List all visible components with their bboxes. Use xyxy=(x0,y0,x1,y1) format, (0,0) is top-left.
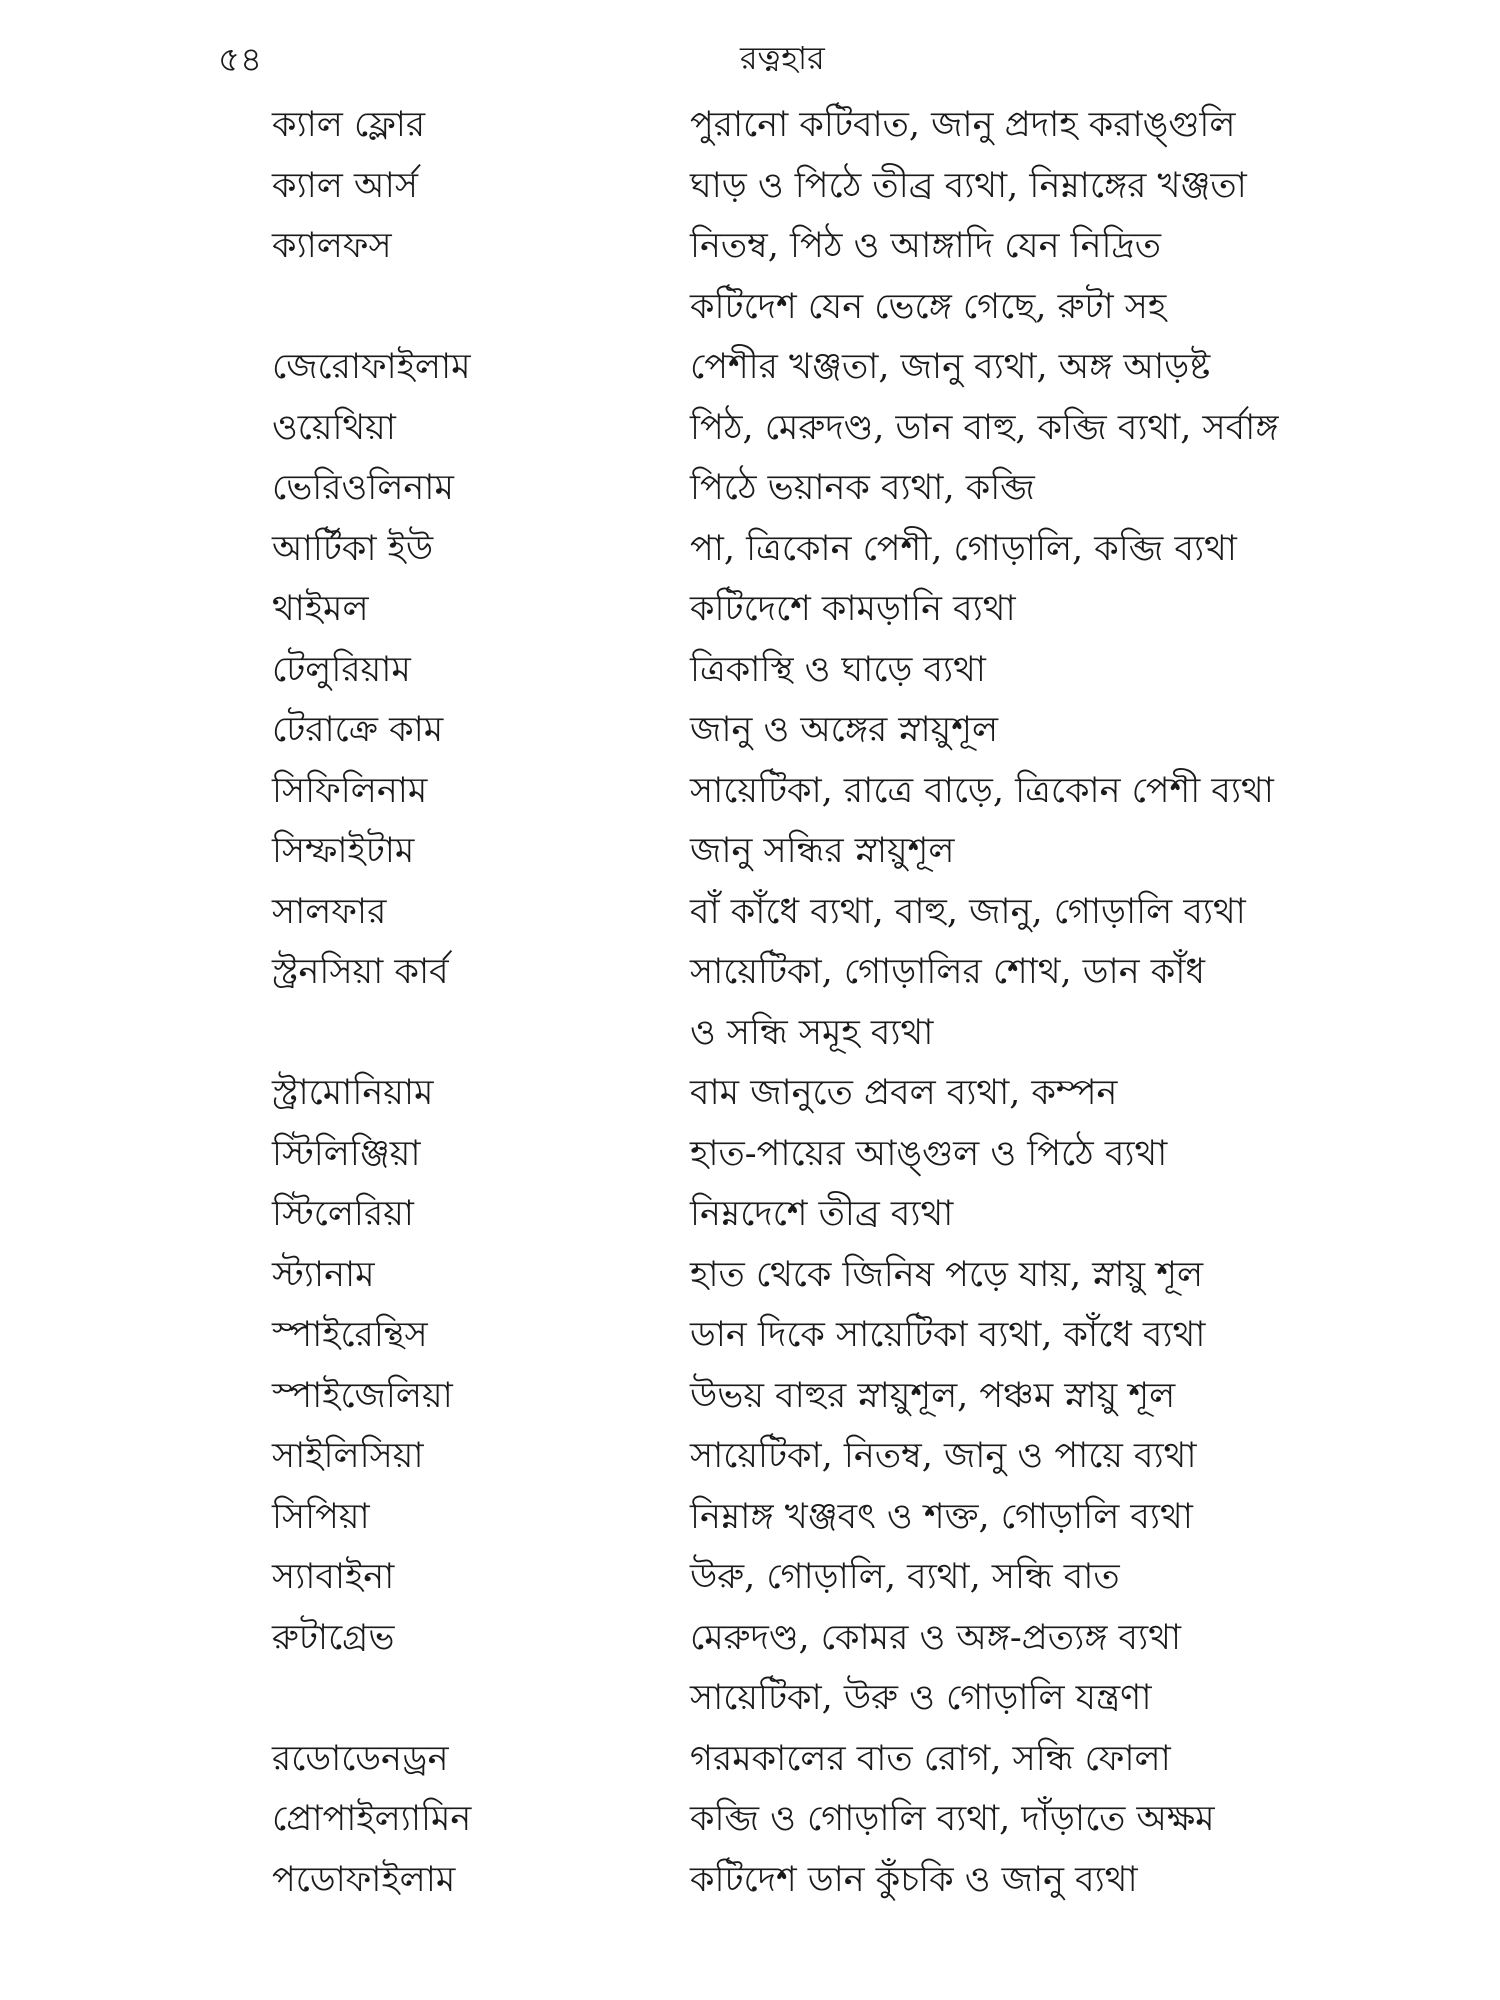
remedy-name: ক্যাল ফ্লোর xyxy=(272,105,426,145)
remedy-description: পুরানো কটিবাত, জানু প্রদাহ করাঙ্গুলি xyxy=(690,105,1236,145)
list-item xyxy=(0,95,1500,155)
remedy-name: স্ট্রামোনিয়াম xyxy=(272,1073,434,1113)
remedy-name: ক্যাল আর্স xyxy=(272,165,418,206)
list-item xyxy=(0,1305,1500,1365)
list-item xyxy=(0,1608,1500,1668)
remedy-description: জানু সন্ধির স্নায়ুশূল xyxy=(690,831,955,871)
list-item xyxy=(0,1184,1500,1244)
remedy-name: সিফিলিনাম xyxy=(272,770,428,811)
remedy-name: সিম্ফাইটাম xyxy=(272,831,415,871)
remedy-name: স্পাইরেন্থিস xyxy=(272,1315,428,1355)
remedy-name: পডোফাইলাম xyxy=(272,1859,456,1900)
remedy-name: সিপিয়া xyxy=(272,1496,370,1537)
remedy-description: ত্রিকাস্থি ও ঘাড়ে ব্যথা xyxy=(690,649,986,690)
list-item xyxy=(0,1245,1500,1305)
remedy-name: টেরাক্রে কাম xyxy=(272,710,444,750)
list-item xyxy=(0,1547,1500,1607)
remedy-name: জেরোফাইলাম xyxy=(272,347,471,387)
remedy-description: ঘাড় ও পিঠে তীব্র ব্যথা, নিম্নাঙ্গের খঞ্জতা xyxy=(690,165,1247,206)
remedy-description: কটিদেশ যেন ভেঙ্গে গেছে, রুটা সহ xyxy=(690,286,1167,327)
remedy-description: উভয় বাহুর স্নায়ুশূল, পঞ্চম স্নায়ু শূল xyxy=(690,1375,1176,1416)
list-item xyxy=(0,882,1500,942)
remedy-description: মেরুদণ্ড, কোমর ও অঙ্গ-প্রত্যঙ্গ ব্যথা xyxy=(690,1617,1182,1658)
list-item xyxy=(0,1850,1500,1910)
remedy-name: স্টিলেরিয়া xyxy=(272,1194,414,1234)
list-item xyxy=(0,216,1500,276)
remedy-name: টেলুরিয়াম xyxy=(272,649,411,690)
list-item xyxy=(0,1124,1500,1184)
remedy-description: বাঁ কাঁধে ব্যথা, বাহু, জানু, গোড়ালি ব্যথা xyxy=(690,891,1246,932)
list-item xyxy=(0,337,1500,397)
remedy-description: নিতম্ব, পিঠ ও আঙ্গাদি যেন নিদ্রিত xyxy=(690,226,1162,266)
remedy-name: সালফার xyxy=(272,891,387,932)
remedy-description: কব্জি ও গোড়ালি ব্যথা, দাঁড়াতে অক্ষম xyxy=(690,1799,1215,1839)
remedy-description: নিম্নদেশে তীব্র ব্যথা xyxy=(690,1194,954,1234)
remedy-description: পা, ত্রিকোন পেশী, গোড়ালি, কব্জি ব্যথা xyxy=(690,528,1237,569)
list-item xyxy=(0,942,1500,1002)
remedy-name: স্পাইজেলিয়া xyxy=(272,1375,453,1416)
remedy-name: স্যাবাইনা xyxy=(272,1557,395,1597)
remedy-description: ডান দিকে সায়েটিকা ব্যথা, কাঁধে ব্যথা xyxy=(690,1315,1206,1355)
remedy-description: হাত-পায়ের আঙ্গুল ও পিঠে ব্যথা xyxy=(690,1133,1168,1174)
remedy-description: কটিদেশে কামড়ানি ব্যথা xyxy=(690,589,1016,629)
remedy-name: স্ট্যানাম xyxy=(272,1254,375,1295)
running-title: রত্নহার xyxy=(740,39,825,77)
remedy-description: জানু ও অঙ্গের স্নায়ুশূল xyxy=(690,710,999,750)
remedy-name: স্টিলিঞ্জিয়া xyxy=(272,1133,421,1174)
remedy-name: রডোডেনড্রন xyxy=(272,1738,449,1779)
list-item xyxy=(0,156,1500,216)
remedy-name: ভেরিওলিনাম xyxy=(272,468,454,508)
list-item xyxy=(0,1063,1500,1123)
list-item xyxy=(0,398,1500,458)
remedy-name: সাইলিসিয়া xyxy=(272,1436,424,1476)
list-item xyxy=(0,1668,1500,1728)
list-item xyxy=(0,761,1500,821)
list-item xyxy=(0,1366,1500,1426)
remedy-name: স্ট্রনসিয়া কার্ব xyxy=(272,952,449,992)
remedy-name: প্রোপাইল্যামিন xyxy=(272,1799,472,1839)
list-item xyxy=(0,640,1500,700)
list-item xyxy=(0,579,1500,639)
list-item xyxy=(0,519,1500,579)
remedy-description: উরু, গোড়ালি, ব্যথা, সন্ধি বাত xyxy=(690,1557,1120,1597)
remedy-name: থাইমল xyxy=(272,589,369,629)
remedy-description: বাম জানুতে প্রবল ব্যথা, কম্পন xyxy=(690,1073,1118,1113)
list-item xyxy=(0,1487,1500,1547)
remedy-name: আর্টিকা ইউ xyxy=(272,528,434,569)
list-item xyxy=(0,700,1500,760)
list-item xyxy=(0,1789,1500,1849)
remedy-name: ক্যালফস xyxy=(272,226,392,266)
remedy-description: নিম্নাঙ্গ খঞ্জবৎ ও শক্ত, গোড়ালি ব্যথা xyxy=(690,1496,1193,1537)
remedy-description: কটিদেশ ডান কুঁচকি ও জানু ব্যথা xyxy=(690,1859,1138,1900)
list-item xyxy=(0,1729,1500,1789)
remedy-description: সায়েটিকা, নিতম্ব, জানু ও পায়ে ব্যথা xyxy=(690,1436,1197,1476)
list-item xyxy=(0,277,1500,337)
remedy-description: পিঠ, মেরুদণ্ড, ডান বাহু, কব্জি ব্যথা, সর্বাঙ্গ xyxy=(690,407,1279,448)
remedy-name: রুটাগ্রেভ xyxy=(272,1617,395,1658)
remedy-name: ওয়েথিয়া xyxy=(272,407,396,448)
remedy-description: সায়েটিকা, গোড়ালির শোথ, ডান কাঁধ xyxy=(690,952,1205,992)
list-item xyxy=(0,1003,1500,1063)
remedy-description: ও সন্ধি সমূহ ব্যথা xyxy=(690,1012,934,1053)
remedy-description: পিঠে ভয়ানক ব্যথা, কব্জি xyxy=(690,468,1035,508)
page-number: ৫৪ xyxy=(218,40,263,80)
remedy-description: হাত থেকে জিনিষ পড়ে যায়, স্নায়ু শূল xyxy=(690,1254,1204,1295)
remedy-description: গরমকালের বাত রোগ, সন্ধি ফোলা xyxy=(690,1738,1171,1779)
remedy-description: পেশীর খঞ্জতা, জানু ব্যথা, অঙ্গ আড়ষ্ট xyxy=(690,347,1211,387)
remedy-description: সায়েটিকা, রাত্রে বাড়ে, ত্রিকোন পেশী ব্যথা xyxy=(690,770,1274,811)
list-item xyxy=(0,458,1500,518)
remedy-description: সায়েটিকা, উরু ও গোড়ালি যন্ত্রণা xyxy=(690,1678,1152,1718)
list-item xyxy=(0,821,1500,881)
list-item xyxy=(0,1426,1500,1486)
